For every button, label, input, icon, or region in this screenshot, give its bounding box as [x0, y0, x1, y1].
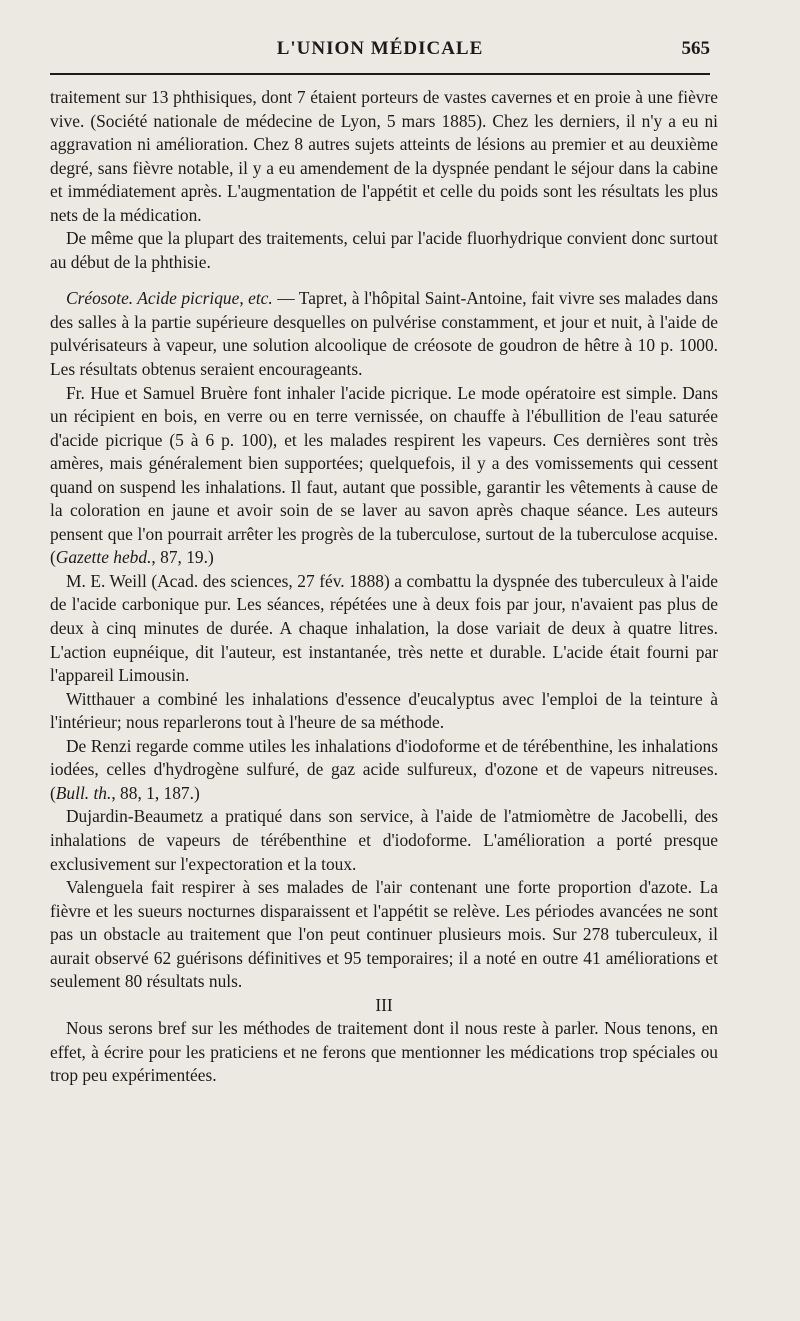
body-text — [50, 86, 718, 1088]
paragraph-witthauer: Witthauer a combiné les inhalations d'essence d'eucalyptus avec l'emploi de la teinture à l'intérieur; nous reparlerons tout à l'heure de sa méthode. — [50, 688, 718, 733]
paragraph-dujardin: Dujardin-Beaumetz a pratiqué dans son service, à l'aide de l'atmiomètre de Jacobelli, des inhalations de vapeurs de térébenthine et d'iodoforme. L'amélioration a porté presque exclusivement sur l'expectoration et la toux. — [50, 806, 718, 874]
section-number: III — [375, 994, 393, 1015]
creosote-text: — Tapret, à l'hôpital Saint-Antoine, fait vivre ses malades dans des salles à la partie supérieure desquelles on pulvérise constamment, et jour et nuit, à l'aide de pulvérisateurs à vapeur, une solution alcoolique de créosote de goudron de hêtre à 10 p. 1000. Les résultats obtenus seraient encourageants. — [50, 288, 718, 380]
renzi-text: De Renzi regarde comme utiles les inhalations d'iodoforme et de térébenthine, les inhalations iodées, celles d'hydrogène sulfuré, de gaz acide sulfureux, d'ozone et de vapeurs nitreuses. ( — [50, 735, 718, 803]
page-number: 565 — [681, 38, 710, 59]
hue-text: Fr. Hue et Samuel Bruère font inhaler l'acide picrique. Le mode opératoire est simple. Dans un récipient en bois, en verre ou en terre vernissée, on chauffe à l'ébullition de l'eau saturée d'acide picrique (5 à 6 p. 100), et les malades respirent les vapeurs. Ces dernières sont très amères, mais généralement bien supportées; quelquefois, il y a des vomissements qui cessent quand on suspend les inhalations. Il faut, autant que possible, garantir les vêtements à cause de la coloration en jaune et avoir soin de se laver au savon après chaque séance. Les auteurs pensent que l'on pourrait arrêter les progrès de la tuberculose, surtout de la tuberculose acquise. — [50, 382, 718, 544]
paragraph-closing: Nous serons bref sur les méthodes de traitement dont il nous reste à parler. Nous tenons, en effet, à écrire pour les praticiens et ne ferons que mentionner les médications trop spéciales ou trop peu expérimentées. — [50, 1018, 718, 1086]
renzi-ref-journal: Bull. th. — [55, 782, 112, 803]
running-title: L'UNION MÉDICALE — [276, 38, 484, 59]
paragraph-valenguela: Valenguela fait respirer à ses malades de l'air contenant une forte proportion d'azote. La fièvre et les sueurs nocturnes disparaissent et l'appétit se relève. Les périodes avancées ne sont pas un obstacle au traitement que l'on peut continuer plusieurs mois. Sur 278 tuberculeux, il aurait observé 62 guérisons définitives et 95 temporaires; il a noté en outre 41 améliorations et seulement 80 résultats nuls. — [50, 877, 718, 992]
page-header — [50, 38, 710, 68]
hue-ref-open: ( — [50, 547, 56, 568]
header-rule — [50, 73, 710, 75]
paragraph-weill: M. E. Weill (Acad. des sciences, 27 fév. 1888) a combattu la dyspnée des tuberculeux à l'aide de l'acide carbonique pur. Les séances, répétées une à deux fois par jour, n'avaient pas plus de deux à cinq minutes de durée. A chaque inhalation, la dose variait de deux à quatre litres. L'action eupnéique, dit l'auteur, est instantanée, très nette et durable. L'acide était fourni par l'appareil Limousin. — [50, 570, 718, 686]
paragraph-creosote — [50, 287, 718, 381]
creosote-heading: Créosote. Acide picrique, etc. — [66, 288, 273, 309]
paragraph-fluorhydrique: De même que la plupart des traitements, celui par l'acide fluorhydrique convient donc surtout au début de la phthisie. — [50, 228, 718, 272]
renzi-ref-rest: , 88, 1, 187.) — [111, 782, 200, 803]
hue-ref-journal: Gazette hebd. — [55, 547, 152, 568]
paragraph-renzi — [50, 735, 718, 806]
paragraph-continuation: traitement sur 13 phthisiques, dont 7 étaient porteurs de vastes cavernes et en proie à une fièvre vive. (Société nationale de médecine de Lyon, 5 mars 1885). Chez les derniers, il n'y a eu ni aggravation ni amélioration. Chez 8 autres sujets atteints de lésions au premier et au deuxième degré, sans fièvre notable, il y a eu amendement de la dyspnée pendant le séjour dans la cabine et immédiatement après. L'augmentation de l'appétit et celle du poids sont les résultats les plus nets de la médication. — [50, 87, 718, 225]
hue-ref-rest: , 87, 19.) — [151, 547, 214, 568]
paragraph-hue — [50, 382, 718, 570]
